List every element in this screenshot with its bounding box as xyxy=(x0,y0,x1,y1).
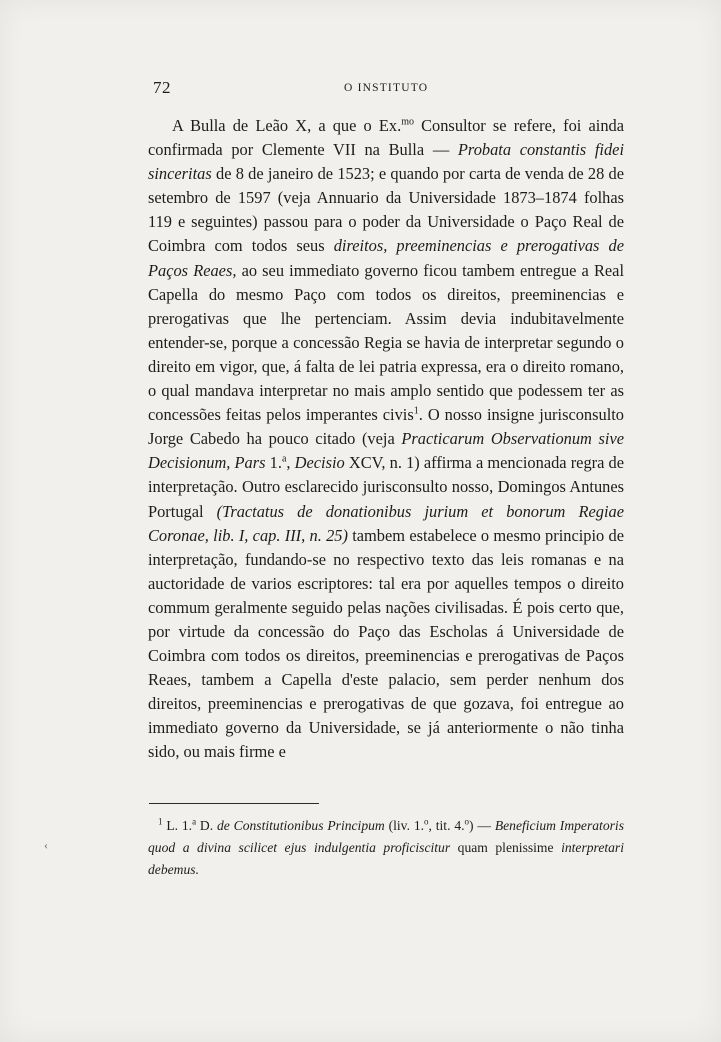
superscript: o xyxy=(464,816,470,827)
text-run: ) — xyxy=(469,818,495,833)
text-run: 1. xyxy=(265,453,282,473)
italic-phrase: direitos, preeminencias e prerogativas de Paços Reaes, xyxy=(148,236,624,280)
text-run: ao seu immediato governo ficou tambem entregue a Real Capella do mesmo Paço com todos os direitos, preeminencias e prerogativas que lhe pertenciam. Assim devia indubitavelmente entender-se, porque a concessão Regia se havia de interpretar segundo o direito em vigor, que, á falta de lei patria expressa, era o direito romano, o qual mandava interpretar no mais amplo sentido que podessem ter as concessões feitas pelos imperantes civis xyxy=(148,260,625,425)
text-run: , tit. 4. xyxy=(428,818,465,833)
italic-quote: Beneficium Imperatoris quod a divina scilicet ejus indulgentia proficiscitur xyxy=(148,818,624,855)
footnote xyxy=(148,815,624,881)
margin-mark: ‹ xyxy=(44,838,48,852)
italic-phrase: interpretari debemus. xyxy=(148,840,624,877)
main-text xyxy=(148,114,624,765)
page-number: 72 xyxy=(153,78,171,97)
italic-title: Probata constantis fidei sinceritas xyxy=(148,140,624,184)
superscript: mo xyxy=(401,116,414,128)
text-run: quam plenissime xyxy=(450,840,562,855)
text-run: . O nosso insigne jurisconsulto Jorge Cabedo ha pouco citado (veja xyxy=(148,405,624,449)
text-run: D. xyxy=(196,818,217,833)
footnote-divider xyxy=(149,803,319,804)
text-run: tambem estabelece o mesmo principio de interpretação, fundando-se no respectivo texto das leis romanas e na auctoridade de varios escriptores: tal era por aquelles tempos o direito commum geralmente seguido pelas nações civilisadas. É pois certo que, por virtude da concessão do Paço das Escholas á Universidade de Coimbra com todos os direitos, preeminencias e prerogativas de Paços Reaes, tambem a Capella d'este palacio, sem perder nenhum dos direitos, preeminencias e prerogativas de que gozava, foi entregue ao immediato governo da Universidade, se já anteriormente o não tinha sido, ou mais firme e xyxy=(148,525,624,762)
text-run: (liv. 1. xyxy=(384,818,425,833)
footnote-reference: 1 xyxy=(413,405,419,417)
running-title: O INSTITUTO xyxy=(344,82,429,94)
italic-title: de Constitutionibus Principum xyxy=(216,818,385,833)
text-run: , xyxy=(286,453,295,473)
italic-title: Practicarum Observationum sive Decisionum, Pars xyxy=(148,429,625,473)
superscript: a xyxy=(192,816,197,827)
text-run: A Bulla de Leão X, a que o Ex. xyxy=(172,116,402,135)
text-run: de 8 de janeiro de 1523; e quando por carta de venda de 28 de setembro de 1597 (veja Annuario da Universidade 1873–1874 folhas 119 e seguintes) passou para o poder da Universidade o Paço Real de Coimbra com todos seus xyxy=(148,164,624,256)
italic-title: Decisio xyxy=(294,453,345,473)
italic-citation: (Tractatus de donationibus jurium et bonorum Regiae Coronae, lib. I, cap. III, n. 25) xyxy=(148,501,625,545)
superscript: a xyxy=(281,453,287,465)
superscript: o xyxy=(424,816,429,827)
text-run: L. 1. xyxy=(162,818,193,833)
text-run: Consultor se refere, foi ainda confirmada por Clemente VII na Bulla — xyxy=(148,116,624,160)
paragraph xyxy=(148,114,624,765)
footnote-marker: 1 xyxy=(158,816,163,827)
text-run: XCV, n. 1) affirma a mencionada regra de interpretação. Outro esclarecido jurisconsulto nosso, Domingos Antunes Portugal xyxy=(148,453,624,521)
